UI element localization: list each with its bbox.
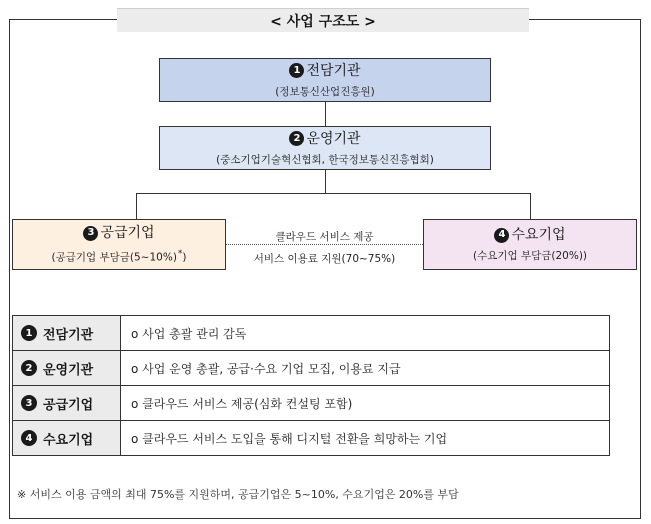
supplier-name: 공급기업 bbox=[100, 225, 155, 242]
number-4-icon: 4 bbox=[21, 430, 37, 446]
diagram-title: < 사업 구조도 > bbox=[117, 8, 529, 32]
role-name: 수요기업 bbox=[43, 432, 94, 448]
relation-top-label: 클라우드 서비스 제공 bbox=[275, 231, 374, 243]
number-2-icon: 2 bbox=[289, 131, 304, 146]
operator-sub: (중소기업기술혁신협회, 한국정보통신진흥협회) bbox=[216, 153, 434, 166]
table-row bbox=[13, 351, 610, 386]
table-row bbox=[13, 421, 610, 456]
agency-name: 전담기관 bbox=[306, 62, 361, 79]
role-name: 전담기관 bbox=[43, 327, 94, 343]
demand-sub: (수요기업 부담금(20%)) bbox=[472, 250, 588, 262]
number-1-icon: 1 bbox=[289, 63, 304, 78]
role-name: 운영기관 bbox=[43, 362, 94, 378]
supplier-box bbox=[12, 219, 226, 270]
role-name-cell bbox=[13, 386, 121, 421]
relation-bottom-label: 서비스 이용료 지원(70~75%) bbox=[253, 253, 396, 265]
role-desc: o 클라우드 서비스 도입을 통해 디지털 전환을 희망하는 기업 bbox=[121, 421, 610, 456]
agency-sub: (정보통신산업진흥원) bbox=[275, 85, 375, 98]
role-desc: o 사업 총괄 관리 감독 bbox=[121, 316, 610, 351]
table-row bbox=[13, 386, 610, 421]
supplier-footnote-mark: * bbox=[177, 249, 183, 260]
number-3-icon: 3 bbox=[21, 395, 37, 411]
role-name-cell bbox=[13, 351, 121, 386]
connector-to-supplier bbox=[136, 193, 137, 219]
number-4-icon: 4 bbox=[494, 228, 509, 243]
connector-supplier-demand bbox=[226, 244, 423, 245]
number-1-icon: 1 bbox=[21, 325, 37, 341]
supplier-sub-text: (공급기업 부담금(5~10%) bbox=[51, 251, 177, 264]
roles-table bbox=[12, 315, 610, 456]
supplier-sub bbox=[51, 248, 186, 265]
supplier-sub-close: ) bbox=[182, 251, 187, 264]
role-name-cell bbox=[13, 316, 121, 351]
demand-box bbox=[423, 219, 637, 270]
role-desc: o 사업 운영 총괄, 공급·수요 기업 모집, 이용료 지급 bbox=[121, 351, 610, 386]
role-name-cell bbox=[13, 421, 121, 456]
demand-name: 수요기업 bbox=[511, 227, 566, 243]
role-name: 공급기업 bbox=[43, 397, 94, 413]
connector-agency-operator bbox=[325, 102, 326, 126]
operator-name: 운영기관 bbox=[306, 130, 361, 147]
connector-operator-down bbox=[325, 170, 326, 193]
connector-to-demand bbox=[530, 193, 531, 219]
connector-branch bbox=[136, 193, 530, 194]
role-desc: o 클라우드 서비스 제공(심화 컨설팅 포함) bbox=[121, 386, 610, 421]
agency-box bbox=[159, 58, 491, 102]
number-3-icon: 3 bbox=[83, 226, 98, 241]
number-2-icon: 2 bbox=[21, 360, 37, 376]
operator-box bbox=[159, 126, 491, 170]
footnote: ※ 서비스 이용 금액의 최대 75%를 지원하며, 공급기업은 5~10%, 수요기업은 20%를 부담 bbox=[17, 488, 459, 501]
table-row bbox=[13, 316, 610, 351]
